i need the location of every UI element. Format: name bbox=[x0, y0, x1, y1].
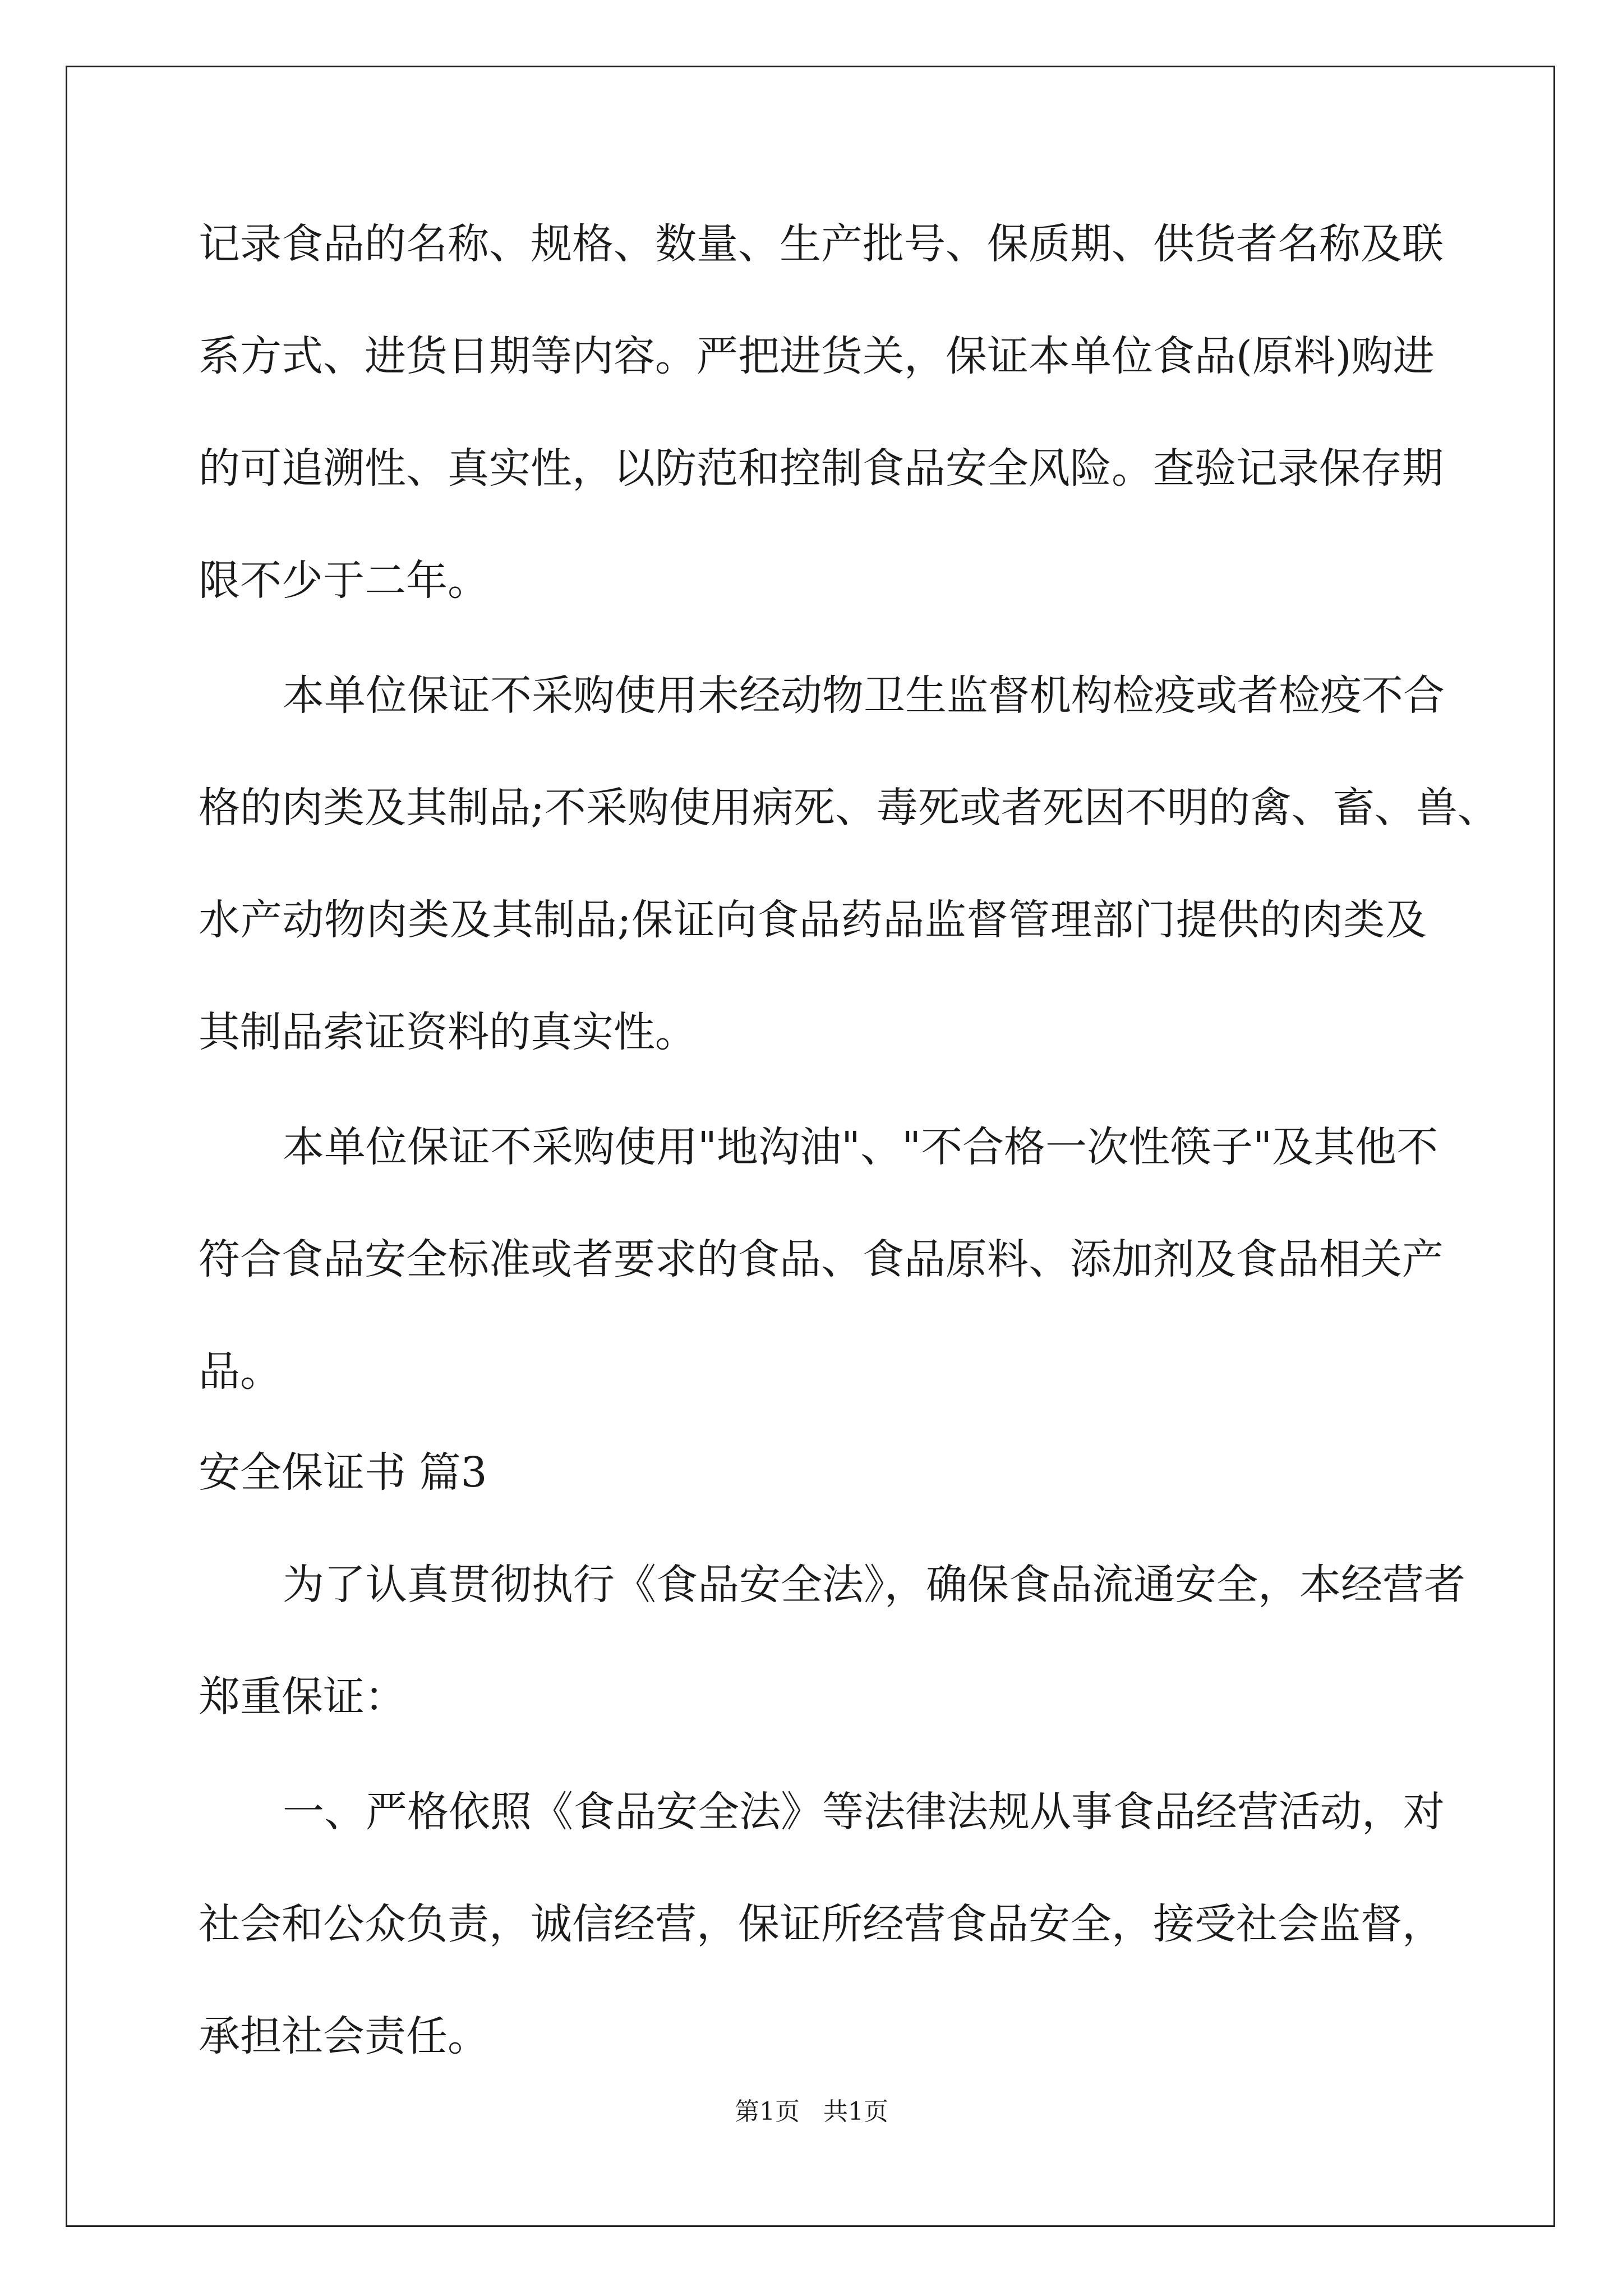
paragraph-line: 为了认真贯彻执行《食品安全法》，确保食品流通安全，本经营者 bbox=[283, 1561, 1465, 1609]
paragraph-line: 其制品索证资料的真实性。 bbox=[199, 1008, 697, 1056]
paragraph-line: 记录食品的名称、规格、数量、生产批号、保质期、供货者名称及联 bbox=[199, 220, 1444, 268]
paragraph-line: 本单位保证不采购使用未经动物卫生监督机构检疫或者检疫不合 bbox=[283, 671, 1445, 720]
paragraph-line: 符合食品安全标准或者要求的食品、食品原料、添加剂及食品相关产 bbox=[199, 1235, 1444, 1283]
page-footer: 第1页 共1页 bbox=[735, 2097, 888, 2126]
section-heading: 安全保证书 篇3 bbox=[199, 1448, 487, 1497]
paragraph-line: 一、严格依照《食品安全法》等法律法规从事食品经营活动，对 bbox=[283, 1788, 1445, 1836]
paragraph-line: 水产动物肉类及其制品;保证向食品药品监督管理部门提供的肉类及 bbox=[199, 896, 1427, 944]
paragraph-line: 格的肉类及其制品;不采购使用病死、毒死或者死因不明的禽、畜、兽、 bbox=[199, 784, 1499, 832]
paragraph-line: 品。 bbox=[199, 1347, 282, 1396]
paragraph-line: 系方式、进货日期等内容。严把进货关，保证本单位食品(原料)购进 bbox=[199, 332, 1435, 380]
paragraph-line: 承担社会责任。 bbox=[199, 2012, 489, 2060]
paragraph-line: 社会和公众负责，诚信经营，保证所经营食品安全，接受社会监督， bbox=[199, 1900, 1444, 1948]
paragraph-line: 本单位保证不采购使用"地沟油"、"不合格一次性筷子"及其他不 bbox=[283, 1123, 1438, 1171]
paragraph-line: 郑重保证： bbox=[199, 1673, 406, 1721]
paragraph-line: 限不少于二年。 bbox=[199, 556, 489, 605]
paragraph-line: 的可追溯性、真实性，以防范和控制食品安全风险。查验记录保存期 bbox=[199, 444, 1444, 493]
